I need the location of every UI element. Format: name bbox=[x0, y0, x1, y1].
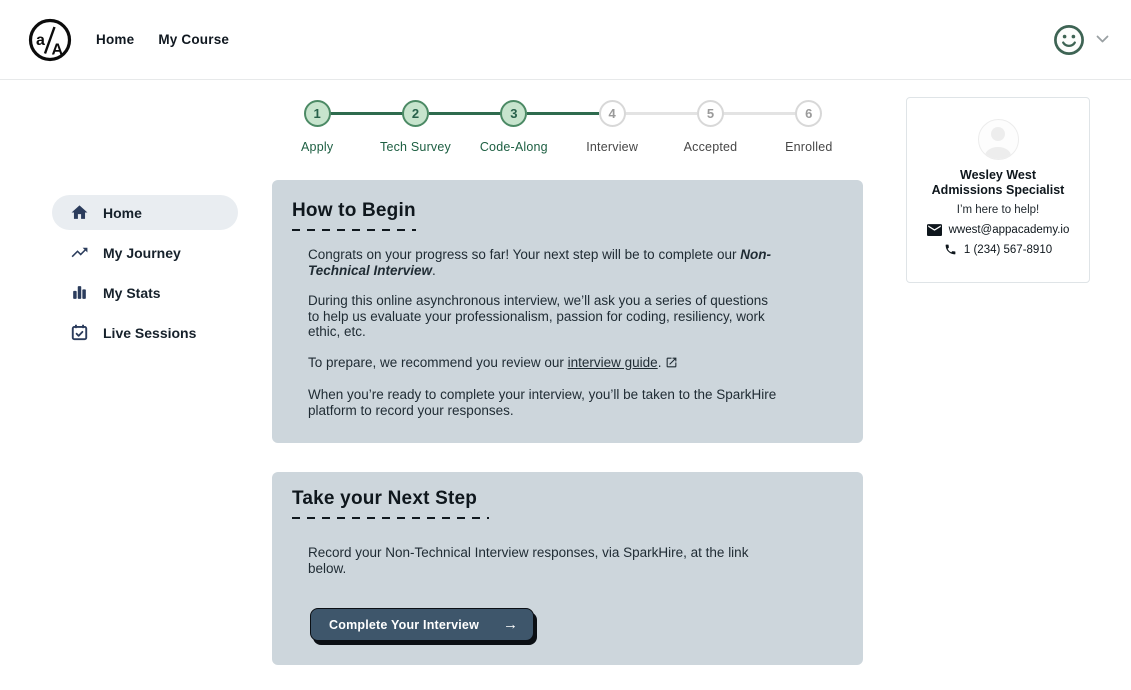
specialist-role: Admissions Specialist bbox=[931, 183, 1065, 197]
dashed-underline bbox=[292, 229, 416, 231]
avatar-head-shape bbox=[991, 127, 1005, 141]
step-apply bbox=[268, 100, 366, 154]
specialist-name: Wesley West bbox=[960, 168, 1036, 182]
sidebar-item-label: Home bbox=[103, 204, 142, 221]
step-circle: 4 bbox=[599, 100, 626, 127]
interview-guide-link[interactable]: interview guide bbox=[567, 354, 658, 370]
nav-home[interactable]: Home bbox=[96, 32, 135, 47]
specialist-tagline: I’m here to help! bbox=[956, 204, 1040, 216]
card-body bbox=[308, 247, 780, 418]
step-interview bbox=[563, 100, 661, 154]
sidebar-item-label: Live Sessions bbox=[103, 324, 197, 341]
smiley-avatar-icon[interactable] bbox=[1052, 23, 1086, 57]
avatar-body-shape bbox=[985, 147, 1011, 160]
sidebar-item-my-journey[interactable] bbox=[52, 235, 238, 270]
sidebar-item-my-stats[interactable] bbox=[52, 275, 238, 310]
dashed-underline bbox=[292, 517, 489, 519]
complete-interview-button[interactable] bbox=[310, 608, 534, 641]
external-link-icon[interactable] bbox=[665, 356, 678, 373]
avatar bbox=[978, 119, 1019, 160]
sidebar-item-label: My Stats bbox=[103, 284, 161, 301]
step-label: Apply bbox=[301, 140, 334, 154]
non-technical-interview-emphasis: Non-Technical Interview bbox=[308, 247, 771, 278]
admissions-progress-stepper bbox=[268, 100, 858, 154]
account-menu bbox=[1052, 23, 1109, 57]
step-code-along bbox=[465, 100, 563, 154]
how-to-begin-card bbox=[272, 180, 863, 443]
chevron-down-icon[interactable] bbox=[1096, 35, 1109, 44]
step-enrolled bbox=[760, 100, 858, 154]
nav-my-course[interactable]: My Course bbox=[158, 32, 230, 47]
stepper-connector bbox=[723, 112, 795, 115]
bar-chart-icon bbox=[70, 283, 89, 302]
paragraph-during: During this online asynchronous interview, we’ll ask you a series of questions to help us evaluate your professionalism, passion for coding, resiliency, work ethic, etc. bbox=[308, 293, 768, 339]
top-navbar bbox=[0, 0, 1131, 80]
stepper-connector bbox=[330, 112, 402, 115]
specialist-phone: 1 (234) 567-8910 bbox=[963, 243, 1053, 256]
card-title: How to Begin bbox=[292, 200, 416, 221]
sidebar-item-live-sessions[interactable] bbox=[52, 315, 238, 350]
phone-row bbox=[944, 243, 1052, 256]
journey-trend-icon bbox=[70, 243, 89, 262]
email-row bbox=[927, 224, 1070, 236]
svg-text:A: A bbox=[51, 41, 64, 58]
paragraph-prepare: To prepare, we recommend you review our interview guide. bbox=[308, 355, 780, 373]
paragraph-record: Record your Non-Technical Interview responses, via SparkHire, at the link below. bbox=[308, 545, 749, 576]
app-academy-logo[interactable] bbox=[28, 18, 72, 62]
step-label: Enrolled bbox=[785, 140, 833, 154]
left-sidebar bbox=[52, 195, 238, 350]
stepper-connector bbox=[429, 112, 501, 115]
admissions-specialist-card bbox=[906, 97, 1090, 283]
sidebar-item-home[interactable] bbox=[52, 195, 238, 230]
step-circle: 2 bbox=[402, 100, 429, 127]
svg-text:a: a bbox=[36, 31, 45, 49]
step-label: Tech Survey bbox=[380, 140, 451, 154]
specialist-email: wwest@appacademy.io bbox=[948, 224, 1070, 236]
sidebar-item-label: My Journey bbox=[103, 244, 181, 261]
stepper-connector bbox=[625, 112, 697, 115]
button-label: Complete Your Interview bbox=[329, 617, 480, 632]
phone-icon bbox=[944, 243, 957, 256]
step-circle: 6 bbox=[795, 100, 822, 127]
paragraph-congrats: Congrats on your progress so far! Your next step will be to complete our Non-Technical Interview. bbox=[308, 247, 771, 278]
paragraph-sparkhire: When you’re ready to complete your interview, you’ll be taken to the SparkHire platform to record your responses. bbox=[308, 387, 777, 418]
arrow-right-icon: → bbox=[503, 616, 519, 633]
step-label: Code-Along bbox=[479, 140, 548, 154]
step-label: Accepted bbox=[683, 140, 738, 154]
step-tech-survey bbox=[366, 100, 464, 154]
next-step-card bbox=[272, 472, 863, 665]
mail-icon bbox=[927, 224, 942, 236]
step-circle: 3 bbox=[500, 100, 527, 127]
step-circle: 5 bbox=[697, 100, 724, 127]
step-label: Interview bbox=[586, 140, 639, 154]
card-title: Take your Next Step bbox=[292, 488, 478, 509]
card-body bbox=[308, 545, 780, 576]
step-circle: 1 bbox=[304, 100, 331, 127]
home-icon bbox=[70, 203, 89, 222]
main-nav bbox=[96, 32, 229, 47]
stepper-connector bbox=[527, 112, 599, 115]
calendar-check-icon bbox=[70, 323, 89, 342]
step-accepted bbox=[661, 100, 759, 154]
